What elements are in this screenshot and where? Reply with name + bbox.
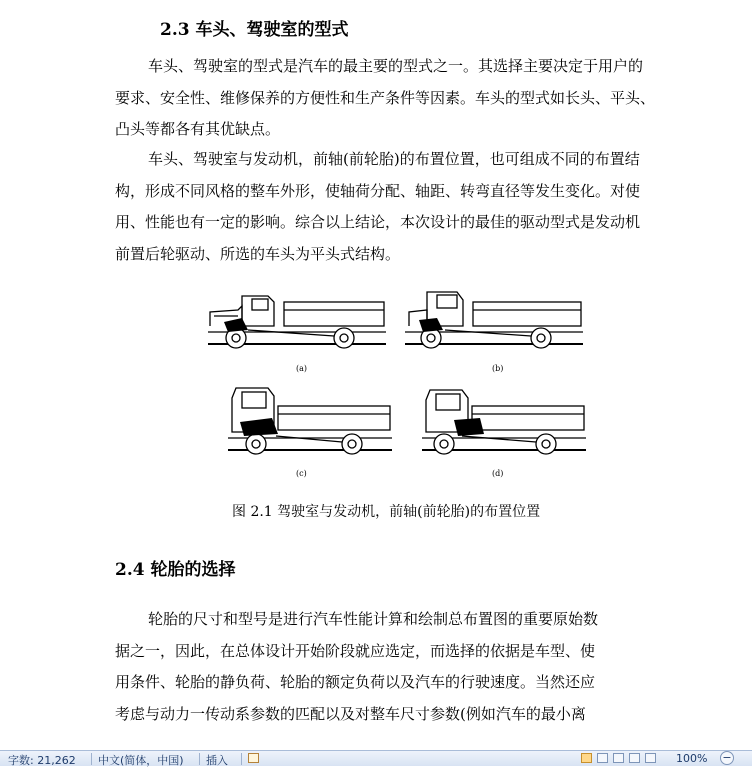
zoom-level[interactable]: 100% bbox=[676, 752, 708, 765]
figure-caption: 图 2.1 驾驶室与发动机，前轴(前轮胎)的布置位置 bbox=[232, 504, 541, 520]
figure-label-d: (d) bbox=[492, 469, 504, 478]
figure-label-c: (c) bbox=[296, 469, 307, 478]
paragraph-cab-types bbox=[115, 51, 670, 146]
figure-label-b: (b) bbox=[492, 364, 504, 373]
section-heading-2-4: 2.4 轮胎的选择 bbox=[115, 560, 236, 580]
figure-label-a: (a) bbox=[296, 364, 308, 373]
status-separator bbox=[199, 753, 200, 765]
insert-mode-indicator[interactable]: 插入 bbox=[206, 754, 228, 767]
web-layout-view-button[interactable] bbox=[613, 753, 624, 763]
text-line: 车头、驾驶室与发动机，前轴(前轮胎)的布置位置，也可组成不同的布置结 bbox=[148, 150, 640, 168]
text-line: 前置后轮驱动、所选的车头为平头式结构。 bbox=[115, 244, 401, 263]
language-indicator[interactable]: 中文(简体，中国) bbox=[98, 754, 184, 767]
truck-illustration-d bbox=[422, 384, 587, 459]
status-bar bbox=[0, 750, 752, 766]
text-line: 要求、安全性、维修保养的方便性和生产条件等因素。车头的型式如长头、平头、 bbox=[115, 88, 656, 107]
section-heading-2-3: 2.3 车头、驾驶室的型式 bbox=[160, 20, 349, 40]
paragraph-layout bbox=[115, 144, 670, 270]
outline-view-button[interactable] bbox=[629, 753, 640, 763]
truck-illustration-b bbox=[405, 282, 585, 357]
print-layout-view-button[interactable] bbox=[581, 753, 592, 763]
text-line: 车头、驾驶室的型式是汽车的最主要的型式之一。其选择主要决定于用户的 bbox=[148, 57, 644, 75]
paragraph-tires bbox=[115, 604, 670, 730]
truck-layout-figure bbox=[200, 280, 590, 480]
macro-recording-icon[interactable] bbox=[248, 753, 259, 763]
text-line: 轮胎的尺寸和型号是进行汽车性能计算和绘制总布置图的重要原始数 bbox=[148, 610, 599, 628]
text-line: 凸头等都各有其优缺点。 bbox=[115, 120, 281, 138]
draft-view-button[interactable] bbox=[645, 753, 656, 763]
text-line: 用条件、轮胎的静负荷、轮胎的额定负荷以及汽车的行驶速度。当然还应 bbox=[115, 673, 596, 691]
status-separator bbox=[91, 753, 92, 765]
word-count[interactable]: 字数: 21,262 bbox=[8, 754, 76, 767]
text-line: 考虑与动力一传动系参数的匹配以及对整车尺寸参数(例如汽车的最小离 bbox=[115, 704, 586, 723]
truck-illustration-c bbox=[228, 384, 393, 459]
truck-illustration-a bbox=[208, 282, 388, 357]
text-line: 据之一，因此，在总体设计开始阶段就应选定，而选择的依据是车型、使 bbox=[115, 641, 596, 660]
full-screen-reading-view-button[interactable] bbox=[597, 753, 608, 763]
text-line: 用、性能也有一定的影响。综合以上结论，本次设计的最佳的驱动型式是发动机 bbox=[115, 213, 641, 231]
status-separator bbox=[241, 753, 242, 765]
text-line: 构，形成不同风格的整车外形，使轴荷分配、轴距、转弯直径等发生变化。对使 bbox=[115, 181, 641, 200]
zoom-out-button[interactable]: − bbox=[720, 751, 734, 765]
